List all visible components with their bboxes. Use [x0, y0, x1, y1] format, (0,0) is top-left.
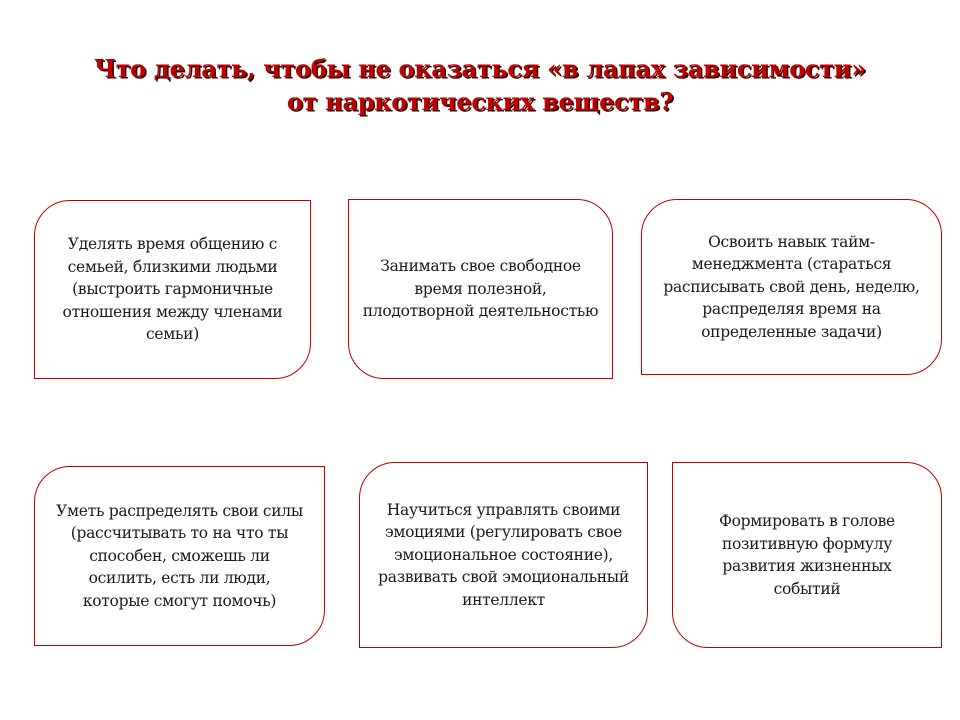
tip-text-free-time: Занимать свое свободное время полезной, плодотворной деятельностью	[362, 257, 599, 321]
title-line-2: от наркотических веществ?	[286, 87, 674, 116]
tip-text-distribute-strength: Уметь распределять свои силы (рассчитывать то на что ты способен, сможешь ли осилить, есть ли люди, которые смогут помочь)	[56, 501, 303, 610]
tip-text-manage-emotions: Научиться управлять своими эмоциями (регулировать свое эмоциональное состояние), развивать свой эмоциональный интеллект	[378, 500, 629, 609]
title-line-1: Что делать, чтобы не оказаться «в лапах зависимости»	[93, 54, 867, 83]
tip-box-time-management	[641, 199, 942, 375]
tip-text-time-management: Освоить навык тайм-менеджмента (стараться расписывать свой день, неделю, распределяя время на определенные задачи)	[663, 232, 920, 341]
tip-box-family-time	[34, 200, 311, 379]
tip-text-family-time: Уделять время общению с семьей, близкими людьми (выстроить гармоничные отношения между членами семьи)	[62, 235, 283, 344]
tip-box-positive-formula	[672, 462, 942, 648]
tip-box-free-time	[348, 199, 613, 379]
tip-box-manage-emotions	[359, 462, 648, 648]
tip-text-positive-formula: Формировать в голове позитивную формулу развития жизненных событий	[719, 512, 895, 598]
slide-title	[40, 52, 920, 118]
tip-box-distribute-strength	[34, 466, 325, 646]
